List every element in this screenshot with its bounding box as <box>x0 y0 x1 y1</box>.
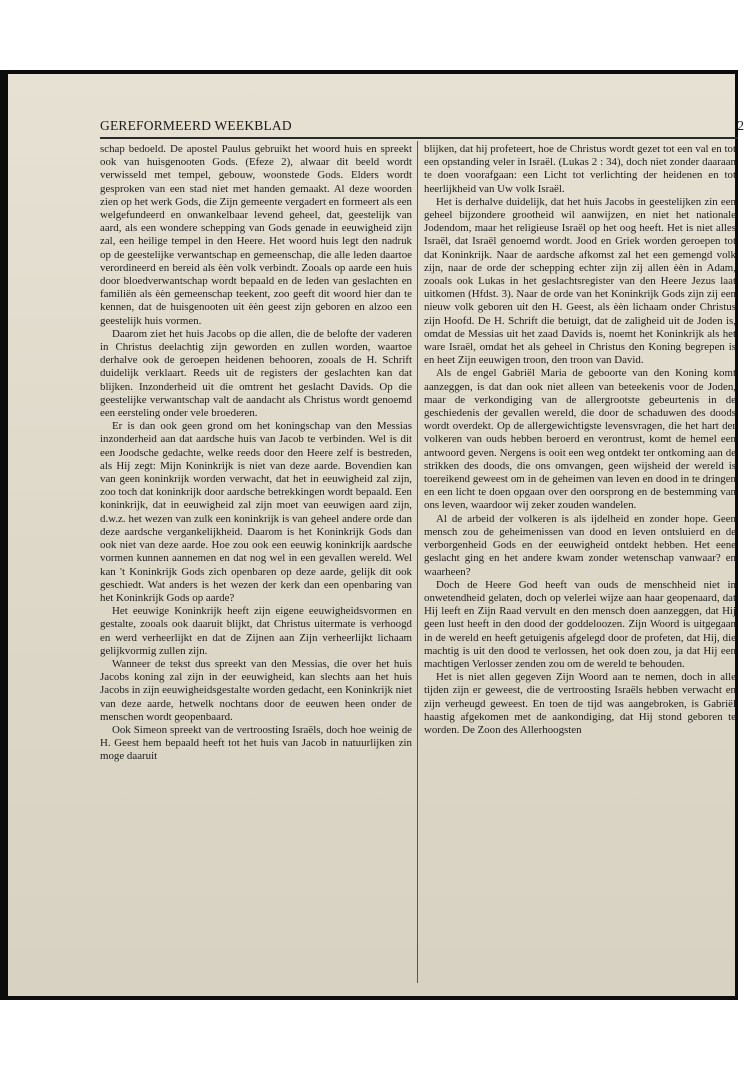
paragraph: schap bedoeld. De apostel Paulus gebruikt het woord huis en spreekt ook van huisgenooten Gods. (Efeze 2), alwaar dit beeld wordt verwisseld met tempel, gebouw, woonstede Gods. Elders wordt gesproken van een stad niet met handen gemaakt. Al deze woorden zien op het werk Gods, die Zijn gemeente vergadert en formeert als een welgefundeerd en onwankelbaar levend geheel, dat, geestelijk van aard, als een wondere schepping van Gods genade in eeuwigheid zijn zal, een heilige tempel in den Heere. Het woord huis legt den nadruk op de geestelijke verwantschap en gemeenschap, die alle leden daartoe verordineerd en bereid als èèn volk verbindt. Zooals op aarde een huis door bloedverwantschap wordt bepaald en de leden van geslachten en familiën als èèn gemeenschap teekent, zoo geeft dit woord hier dan te kennen, dat de huisgenooten uit èèn geest zijn geboren en alzoo een geestelijk huis vormen. <box>100 143 412 327</box>
page-number: 2 <box>737 118 744 133</box>
paragraph: Al de arbeid der volkeren is als ijdelheid en zonder hope. Geen mensch zou de geheimenissen van dood en leven ontsluierd en de verborgenheid Gods en der eeuwigheid ontdekt hebben. Het eene geslacht ging en het andere kwam zonder wetenschap vanwaar? en waarheen? <box>424 512 736 578</box>
paragraph: Er is dan ook geen grond om het koningschap van den Messias inzonderheid aan dat aardsche huis van Jacob te verbinden. Wel is dit een Joodsche gedachte, welke reeds door den Heere zelf is bestreden, als Hij zegt: Mijn Koninkrijk is niet van deze aarde. Bovendien kan van geen koninkrijk worden verwacht, dat het in eeuwigheid zal zijn, zoo toch dat koninkrijk door aardsche betrekkingen wordt bepaald. Een koninkrijk, dat in eeuwigheid zal zijn moet van eeuwigen aard zijn, d.w.z. het wezen van zulk een koninkrijk is van geheel andere orde dan deze aardsche vergankelijkheid. Daarom is het Koninkrijk Gods dan ook niet van deze aarde. Hoe zou ook een eeuwig koninkrijk aardsche vormen kunnen aannemen en dat nog wel in een gevallen wereld. Wel kan 't Koninkrijk Gods zich openbaren op deze aarde, gelijk dit ook geschiedt. Wat anders is het wezen der kerk dan een openbaring van het Koninkrijk Gods op aarde? <box>100 420 412 604</box>
paragraph: Wanneer de tekst dus spreekt van den Messias, die over het huis Jacobs koning zal zijn in der eeuwigheid, kan slechts aan het huis Jacobs in zijn eeuwigheidsgestalte worden gedacht, een Koninkrijk niet van deze aarde, hetwelk nochtans door de eeuwen heen onder de menschen wordt geopenbaard. <box>100 657 412 723</box>
right-column <box>424 143 736 983</box>
paragraph: Het eeuwige Koninkrijk heeft zijn eigene eeuwigheidsvormen en gestalte, zooals ook daaruit blijkt, dat Christus uitermate is verhoogd en werd verheerlijkt en dat de Zijnen aan Zijn verheerlijkt lichaam gelijkvormig zullen zijn. <box>100 605 412 657</box>
paragraph: Als de engel Gabriël Maria de geboorte van den Koning komt aanzeggen, is dat dan ook niet alleen van beteekenis voor de Joden, maar de verkondiging van de allergrootste gebeurtenis in de geschiedenis der gevallen wereld, die door de schaduwen des doods wordt overdekt. Op de allergewichtigste levensvragen, die het hart der volkeren van ouds hebben beroerd en verontrust, komt de hemel een antwoord geven. Nergens is ooit een weg ontdekt ter ontkoming aan de strikken des doods, die ons omvangen, geen wijsheid der wereld is toereikend geweest om in de geheimen van leven en dood in te dringen en een licht te doen opgaan over den oorsprong en de bestemming van ons leven, waardoor wij zeker zouden wandelen. <box>424 367 736 512</box>
paragraph: Het is niet allen gegeven Zijn Woord aan te nemen, doch in alle tijden zijn er geweest, die de vertroosting Israëls hebben verwacht en zijn verheugd geweest. En toen de tijd was aangebroken, is Gabriël haastig afgekomen met de aankondiging, dat Hij stond geboren te worden. De Zoon des Allerhoogsten <box>424 671 736 736</box>
header-rule <box>100 137 738 139</box>
left-column <box>100 143 412 983</box>
paragraph: blijken, dat hij profeteert, hoe de Christus wordt gezet tot een val en tot een opstanding veler in Israël. (Lukas 2 : 34), doch niet zonder daaraan te doen voorafgaan: een Licht tot verlichting der heidenen en tot heerlijkheid van Uw volk Israël. <box>424 143 736 195</box>
paragraph: Ook Simeon spreekt van de vertroosting Israëls, doch hoe weinig de H. Geest hem bepaald heeft tot het huis van Jacob in natuurlijken zin moge daaruit <box>100 723 412 763</box>
paragraph: Doch de Heere God heeft van ouds de menschheid niet in onwetendheid gelaten, doch op velerlei wijze aan haar geopenaard, dat Hij leeft en Zijn Raad vervult en den mensch doen aanzeggen, dat Hij geen lust heeft in den dood der goddeloozen. Zijn Woord is uitgegaan in de wereld en heeft getuigenis afgelegd door de profeten, dat Hij, die machtig is uit den dood te verlossen, het ook doen zou, ja dat Hij een machtigen Verlosser zenden zou om de wereld te behouden. <box>424 578 736 670</box>
paragraph: Het is derhalve duidelijk, dat het huis Jacobs in geestelijken zin een geheel bijzondere grootheid wil aanwijzen, en niet het nationale Jodendom, maar het religieuse Israël op het oog heeft. Het is niet alles Israël, dat Israël genoemd wordt. Jood en Griek worden geroepen tot dat Koninkrijk. Naar de aardsche afkomst zal het een gemengd volk zijn, naar de orde der schepping echter zijn zij allen èèn in Adam, zooals ook Lukas in het geslachtsregister van den Heere Jezus laat uitkomen (Hfdst. 3). Naar de orde van het Koninkrijk Gods zijn zij een nieuw volk geboren uit den H. Geest, als èèn lichaam onder Christus zijn Hoofd. De H. Schrift die betuigt, dat de zaligheid uit de Joden is, omdat de Messias uit het zaad Davids is, noemt het Koninkrijk als het ware Israël, omdat het als geheel in Christus den Koning begrepen is en heet Zijn eeuwigen troon, den troon van David. <box>424 195 736 367</box>
column-divider <box>417 141 418 983</box>
publication-title: GEREFORMEERD WEEKBLAD <box>100 118 292 133</box>
paragraph: Daarom ziet het huis Jacobs op die allen, die de belofte der vaderen in Christus deelachtig zijn geworden en zullen worden, waartoe derhalve ook de geroepen heidenen behooren, zooals de H. Schrift duidelijk verklaart. Reeds uit de registers der geslachten kan dat blijken. Inzonderheid uit die omtrent het geslacht Davids. Op die geestelijke verwantschap valt de aandacht als Christus wordt genoemd een eersteling onder vele broederen. <box>100 327 412 420</box>
